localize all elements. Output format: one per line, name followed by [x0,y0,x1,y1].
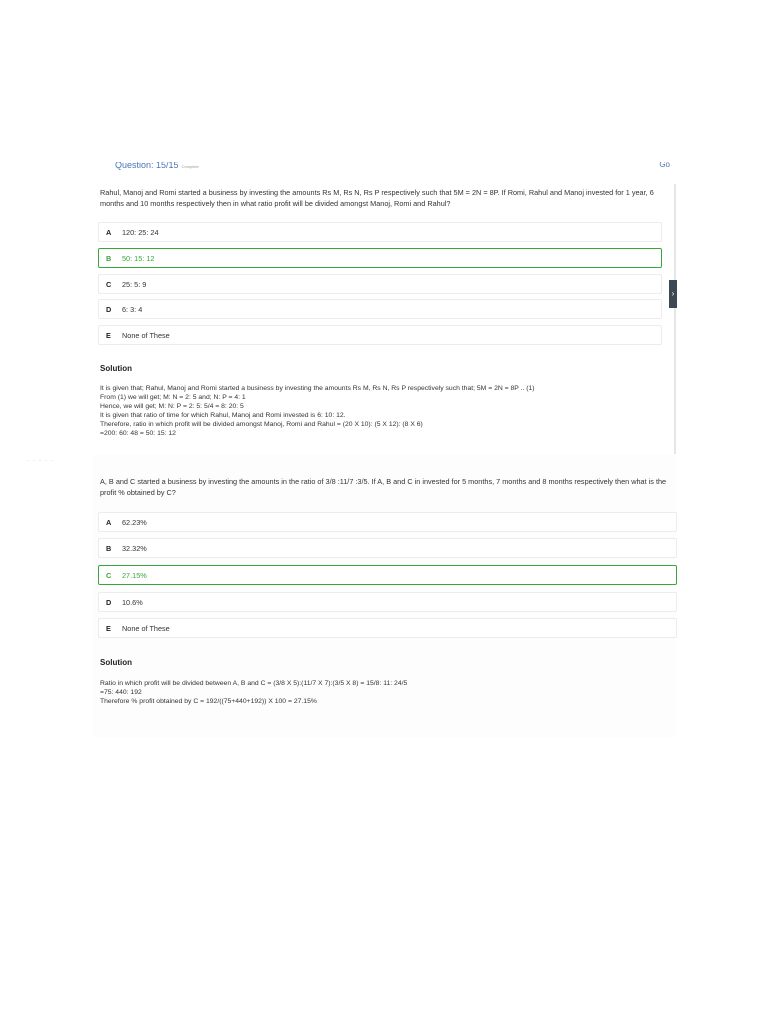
solution-line: Ratio in which profit will be divided between A, B and C = (3/8 X 5):(11/7 X 7):(3/5 X 8) = 15/8: 11: 24/5 [100,680,408,687]
option-text: 50: 15: 12 [122,254,155,263]
solution-line: Therefore % profit obtained by C = 192/((75+440+192)) X 100 = 27.15% [100,698,317,705]
solution-line: Hence, we will get; M: N: P = 2: 5: 5/4 = 8: 20: 5 [100,403,244,410]
option-text: None of These [122,624,170,633]
option-letter: A [106,228,112,237]
solution-line: =200: 60: 48 = 50: 15: 12 [100,430,176,437]
option-text: 25: 5: 9 [122,280,147,289]
option-a[interactable] [98,512,677,532]
question-text: A, B and C started a business by investing the amounts in the ratio of 3/8 :11/7 :3/5. If A, B and C in invested for 5 months, 7 months and 8 months respectively then what is the profit % obtained by C? [100,477,667,497]
scrollbar[interactable] [674,184,676,454]
question-panel-1 [93,162,676,454]
option-b[interactable] [98,538,677,558]
option-c[interactable] [98,274,662,294]
solution-line: =75: 440: 192 [100,689,142,696]
solution-line: From (1) we will get; M: N = 2: 5 and; N: P = 4: 1 [100,394,246,401]
option-text: 6: 3: 4 [122,305,143,314]
solution-title: Solution [100,658,132,667]
option-text: 32.32% [122,544,147,553]
option-letter: A [106,518,112,527]
solution-title: Solution [100,364,132,373]
option-a[interactable] [98,222,662,242]
go-link[interactable]: Go [659,162,670,169]
solution-line: Therefore, ratio in which profit will be divided amongst Manoj, Romi and Rahul = (20 X 10): (5 X 12): (8 X 6) [100,421,423,428]
side-toggle-tab[interactable]: › [669,280,677,308]
question-text: Rahul, Manoj and Romi started a business by investing the amounts Rs M, Rs N, Rs P respectively such that 5M = 2N = 8P. If Romi, Rahul and Manoj invested for 1 year, 6 months and 10 months respectively then in what ratio profit will be divided amongst Manoj, Romi and Rahul? [100,188,654,208]
option-letter: E [106,624,111,633]
option-e[interactable] [98,618,677,638]
option-text: 10.6% [122,598,143,607]
option-c-correct[interactable] [98,565,677,585]
option-d[interactable] [98,592,677,612]
option-letter: C [106,571,112,580]
option-letter: C [106,280,112,289]
option-text: 62.23% [122,518,147,527]
solution-line: It is given that; Rahul, Manoj and Romi started a business by investing the amounts Rs M, Rs N, Rs P respectively such that; 5M = 2N = 8P .. (1) [100,385,535,392]
option-letter: E [106,331,111,340]
question-counter-label: Question: 15/15 [115,162,179,170]
option-d[interactable] [98,299,662,319]
option-letter: B [106,254,112,263]
option-text: None of These [122,331,170,340]
option-letter: D [106,305,112,314]
option-letter: B [106,544,112,553]
solution-line: It is given that ratio of time for which Rahul, Manoj and Romi invested is 6: 10: 12. [100,412,346,419]
solution-body [100,679,407,706]
question-status-label: Complete [181,164,199,169]
option-text: 27.15% [122,571,147,580]
question-panel-2 [93,455,676,737]
separator-dots: ····· [27,458,57,464]
option-b-correct[interactable] [98,248,662,268]
solution-body [100,384,535,438]
option-text: 120: 25: 24 [122,228,159,237]
option-e[interactable] [98,325,662,345]
option-letter: D [106,598,112,607]
question-counter [115,162,199,171]
